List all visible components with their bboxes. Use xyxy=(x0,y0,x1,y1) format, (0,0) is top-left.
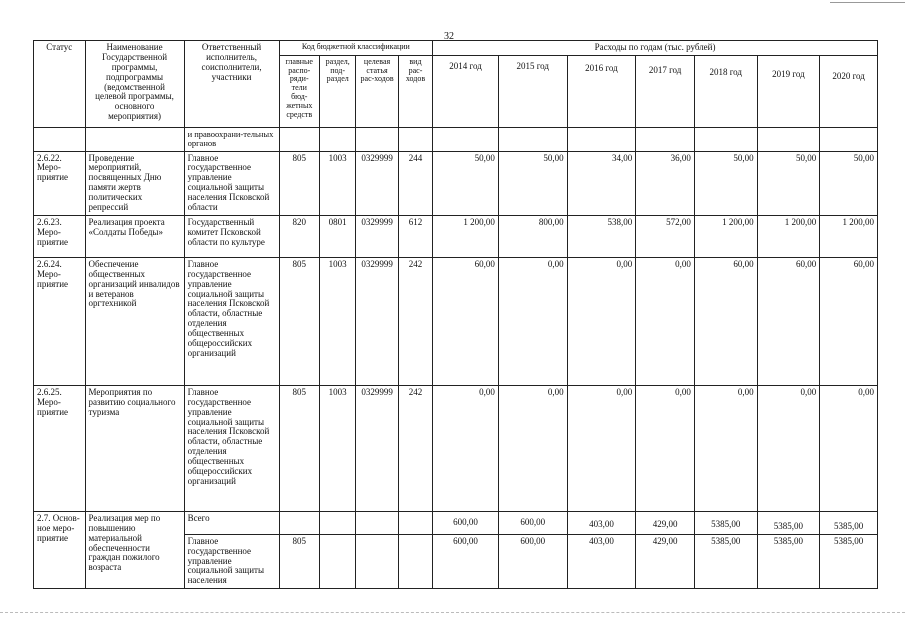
row-value: 1 200,00 xyxy=(820,215,878,257)
row-value: 0,00 xyxy=(694,385,757,511)
cell-empty xyxy=(34,127,86,151)
row-value: 600,00 xyxy=(433,534,499,588)
row-value: 50,00 xyxy=(820,151,878,215)
page-number: 32 xyxy=(444,31,454,42)
cell-empty xyxy=(85,127,184,151)
row-section: 0801 xyxy=(319,215,355,257)
row-value: 5385,00 xyxy=(694,534,757,588)
row-expense-type: 612 xyxy=(398,215,432,257)
row-value: 1 200,00 xyxy=(757,215,820,257)
row-value: 60,00 xyxy=(694,257,757,385)
top-edge-line xyxy=(830,2,905,3)
row-target-article: 0329999 xyxy=(356,385,398,511)
row-expense-type: 244 xyxy=(398,151,432,215)
row-status: 2.7. Основ-ное меро-приятие xyxy=(34,511,86,588)
total-value: 5385,00 xyxy=(757,511,820,534)
header-year: 2017 год xyxy=(636,55,695,127)
header-year: 2014 год xyxy=(433,55,499,127)
row-value: 50,00 xyxy=(757,151,820,215)
table-row xyxy=(34,257,878,385)
row-expense-type: 242 xyxy=(398,385,432,511)
total-value: 5385,00 xyxy=(694,511,757,534)
row-value: 800,00 xyxy=(498,215,567,257)
row-name: Проведение мероприятий, посвященных Дню памяти жертв политических репрессий xyxy=(85,151,184,215)
header-year: 2020 год xyxy=(820,55,878,127)
total-value: 429,00 xyxy=(636,511,695,534)
header-expenses: Расходы по годам (тыс. рублей) xyxy=(433,41,878,56)
row-status: 2.6.22. Меро-приятие xyxy=(34,151,86,215)
row-value: 0,00 xyxy=(498,257,567,385)
row-name: Обеспечение общественных организаций инвалидов и ветеранов оргтехникой xyxy=(85,257,184,385)
row-grbs: 805 xyxy=(279,385,319,511)
row-value: 0,00 xyxy=(636,257,695,385)
header-status: Статус xyxy=(34,41,86,128)
row-grbs: 820 xyxy=(279,215,319,257)
row-value: 0,00 xyxy=(567,257,636,385)
row-status: 2.6.25. Меро-приятие xyxy=(34,385,86,511)
row-grbs: 805 xyxy=(279,151,319,215)
row-value: 50,00 xyxy=(498,151,567,215)
row-status: 2.6.24. Меро-приятие xyxy=(34,257,86,385)
budget-table xyxy=(33,40,878,589)
table-row xyxy=(34,215,878,257)
row-target-article: 0329999 xyxy=(356,257,398,385)
header-year: 2015 год xyxy=(498,55,567,127)
row-value: 5385,00 xyxy=(820,534,878,588)
row-value: 0,00 xyxy=(567,385,636,511)
total-value: 600,00 xyxy=(433,511,499,534)
row-value: 50,00 xyxy=(433,151,499,215)
row-value: 1 200,00 xyxy=(433,215,499,257)
header-name: Наименование Государственной программы, подпрограммы (ведомственной целевой программы, основного мероприятия) xyxy=(85,41,184,128)
row-section: 1003 xyxy=(319,257,355,385)
row-value: 0,00 xyxy=(498,385,567,511)
row-value: 60,00 xyxy=(757,257,820,385)
row-responsible: Главное государственное управление социальной защиты населения Псковской области, областные отделения общественных общероссийских организаций xyxy=(184,385,279,511)
row-value: 50,00 xyxy=(694,151,757,215)
bottom-edge-line xyxy=(0,612,905,613)
total-value: 403,00 xyxy=(567,511,636,534)
header-year: 2018 год xyxy=(694,55,757,127)
row-section: 1003 xyxy=(319,151,355,215)
row-value: 600,00 xyxy=(498,534,567,588)
header-year: 2019 год xyxy=(757,55,820,127)
continuation-text: и правоохрани-тельных органов xyxy=(184,127,279,151)
header-responsible: Ответственный исполнитель, соисполнители, участники xyxy=(184,41,279,128)
total-value: 5385,00 xyxy=(820,511,878,534)
row-responsible: Главное государственное управление социальной защиты населения xyxy=(184,534,279,588)
row-value: 0,00 xyxy=(820,385,878,511)
row-value: 1 200,00 xyxy=(694,215,757,257)
row-grbs: 805 xyxy=(279,534,319,588)
row-responsible: Государственный комитет Псковской области по культуре xyxy=(184,215,279,257)
row-value: 36,00 xyxy=(636,151,695,215)
row-value: 0,00 xyxy=(757,385,820,511)
row-responsible: Главное государственное управление социальной защиты населения Псковской области, областные отделения общественных общероссийских организаций xyxy=(184,257,279,385)
header-year: 2016 год xyxy=(567,55,636,127)
row-value: 60,00 xyxy=(820,257,878,385)
row-value: 429,00 xyxy=(636,534,695,588)
total-value: 600,00 xyxy=(498,511,567,534)
table-row xyxy=(34,385,878,511)
header-expense-type: вид рас-ходов xyxy=(398,55,432,127)
row-name: Реализация проекта «Солдаты Победы» xyxy=(85,215,184,257)
row-target-article: 0329999 xyxy=(356,151,398,215)
row-value: 403,00 xyxy=(567,534,636,588)
row-target-article: 0329999 xyxy=(356,215,398,257)
row-section: 1003 xyxy=(319,385,355,511)
row-value: 60,00 xyxy=(433,257,499,385)
header-section: раздел, под-раздел xyxy=(319,55,355,127)
row-name: Мероприятия по развитию социального туризма xyxy=(85,385,184,511)
row-value: 0,00 xyxy=(636,385,695,511)
row-name: Реализация мер по повышению материальной обеспеченности граждан пожилого возраста xyxy=(85,511,184,588)
header-budget-code: Код бюджетной классификации xyxy=(279,41,433,56)
header-target-article: целевая статья рас-ходов xyxy=(356,55,398,127)
row-value: 572,00 xyxy=(636,215,695,257)
total-label: Всего xyxy=(184,511,279,534)
row-value: 538,00 xyxy=(567,215,636,257)
table-row xyxy=(34,151,878,215)
row-value: 34,00 xyxy=(567,151,636,215)
row-value: 5385,00 xyxy=(757,534,820,588)
header-main-managers: главные распо-ряди-тели бюд-жетных средств xyxy=(279,55,319,127)
row-value: 0,00 xyxy=(433,385,499,511)
row-grbs: 805 xyxy=(279,257,319,385)
row-responsible: Главное государственное управление социальной защиты населения Псковской области xyxy=(184,151,279,215)
table-row xyxy=(34,511,878,534)
row-expense-type: 242 xyxy=(398,257,432,385)
row-status: 2.6.23. Меро-приятие xyxy=(34,215,86,257)
